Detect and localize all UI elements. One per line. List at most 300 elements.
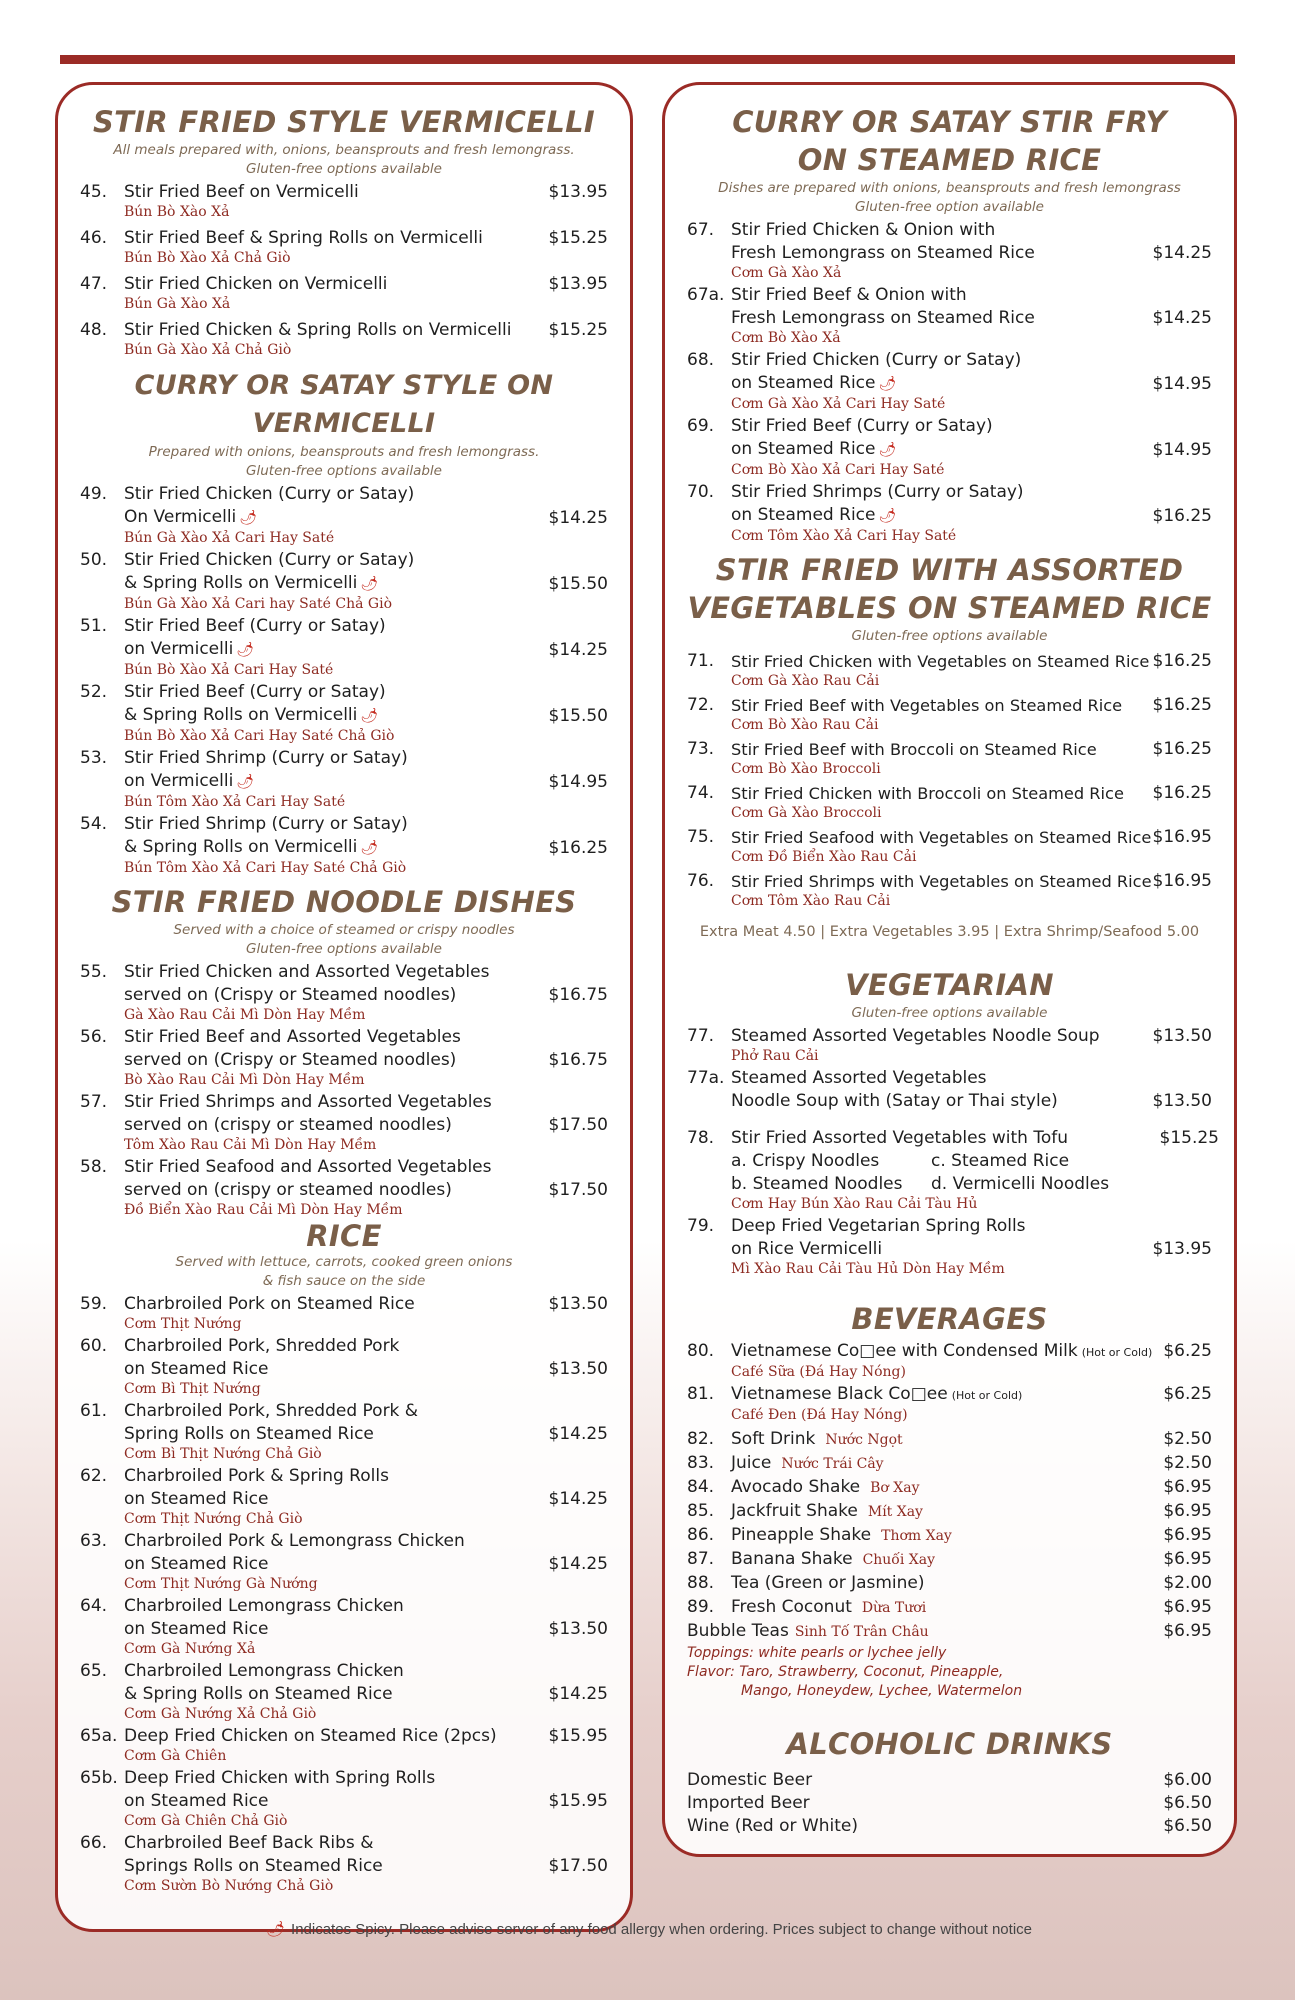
item-number: 65b. [80,1768,118,1788]
item-name: Stir Fried Shrimps and Assorted Vegetables [124,1092,492,1112]
item-vietnamese: Cơm Bò Xào Rau Cải [731,717,879,733]
item-vietnamese: Nước Ngọt [825,1432,903,1448]
item-price: $14.95 [548,772,608,792]
item-name-line2: & Spring Rolls on Vermicelli [124,705,358,725]
chili-pepper-icon: 🌶 [360,708,379,724]
item-vietnamese: Cơm Hay Bún Xào Rau Cải Tàu Hủ [731,1196,978,1212]
item-price: $15.25 [1159,1128,1219,1148]
item-name: Charbroiled Pork & Spring Rolls [124,1466,389,1486]
item-vietnamese: Chuối Xay [862,1552,936,1568]
item-name: Deep Fried Chicken on Steamed Rice (2pcs) [124,1726,497,1746]
menu-column-right [662,82,1237,1857]
menu-item [687,694,1212,734]
item-name: Stir Fried Beef and Assorted Vegetables [124,1027,461,1047]
chili-pepper-icon: 🌶 [265,1921,286,1938]
item-vietnamese: Bún Bò Xào Xả Cari Hay Saté Chả Giò [124,728,395,744]
item-price: $17.50 [548,1115,608,1135]
menu-item [687,219,1212,282]
item-name: Soft Drink [731,1429,816,1449]
item-name: Stir Fried Beef & Spring Rolls on Vermicelli [124,228,483,248]
option-d: d. Vermicelli Noodles [931,1174,1110,1194]
item-vietnamese: Bún Bò Xào Xả Chả Giò [124,250,291,266]
menu-item [687,826,1212,866]
item-vietnamese: Bún Gà Xào Xả Chả Giò [124,342,292,358]
menu-item [80,1660,608,1723]
item-vietnamese: Cơm Thịt Nướng [124,1316,242,1332]
item-number: 65a. [80,1726,118,1746]
section-title-veg-rice-line2: VEGETABLES ON STEAMED RICE [687,591,1212,625]
menu-item [687,1025,1212,1065]
item-price: $14.25 [1152,308,1212,328]
item-name: Charbroiled Pork, Shredded Pork & [124,1401,419,1421]
item-name-line2: on Vermicelli [124,771,234,791]
item-number: 82. [687,1429,715,1449]
item-name-line2: on Rice Vermicelli [731,1239,883,1259]
item-number: 61. [80,1401,108,1421]
item-name-line2: Springs Rolls on Steamed Rice [124,1856,383,1876]
item-number: 66. [80,1833,108,1853]
section-note: Gluten-free option available [855,199,1044,215]
item-name-line2: Fresh Lemongrass on Steamed Rice [731,308,1035,328]
menu-item [687,782,1212,822]
item-name-line2: served on (Crispy or Steamed noodles) [124,985,457,1005]
item-name: Steamed Assorted Vegetables Noodle Soup [731,1026,1100,1046]
menu-item [687,284,1212,347]
item-name-line2: on Steamed Rice [731,373,876,393]
item-price: $6.50 [1163,1793,1212,1813]
item-name: Charbroiled Lemongrass Chicken [124,1596,404,1616]
menu-item [80,1091,608,1154]
item-vietnamese: Tôm Xào Rau Cải Mì Dòn Hay Mềm [124,1137,377,1153]
item-name: Juice [731,1453,772,1473]
item-vietnamese: Cơm Bì Thịt Nướng Chả Giò [124,1446,322,1462]
item-name: Stir Fried Chicken (Curry or Satay) [124,484,415,504]
item-price: $14.25 [548,1684,608,1704]
section-note: Gluten-free options available [246,941,442,957]
flavor-note-line2: Mango, Honeydew, Lychee, Watermelon [741,1683,1023,1699]
option-a: a. Crispy Noodles [731,1151,880,1171]
item-number: 60. [80,1336,108,1356]
item-name-line2: & Spring Rolls on Vermicelli [124,837,358,857]
item-number: 75. [687,827,715,847]
item-number: 77. [687,1026,715,1046]
item-name-line2: & Spring Rolls on Vermicelli [124,573,358,593]
item-price: $14.25 [548,1424,608,1444]
menu-item [80,483,608,547]
beverage-item [687,1476,1212,1500]
item-vietnamese: Bún Tôm Xào Xả Cari Hay Saté Chả Giò [124,860,407,876]
item-price: $2.50 [1163,1453,1212,1473]
top-rule [60,55,1235,64]
item-name: Stir Fried Beef with Vegetables on Steamed Rice [731,696,1123,715]
item-number: 79. [687,1216,715,1236]
menu-item [687,349,1212,413]
alcohol-item [687,1792,1212,1815]
item-name: Stir Fried Beef (Curry or Satay) [124,682,386,702]
item-name: Stir Fried Beef (Curry or Satay) [731,416,993,436]
item-name-line2: on Steamed Rice [124,1359,269,1379]
item-price: $14.95 [1152,374,1212,394]
item-price: $16.25 [1152,695,1212,715]
item-name: Charbroiled Pork, Shredded Pork [124,1336,400,1356]
chili-pepper-icon: 🌶 [360,840,379,856]
item-price: $6.50 [1163,1816,1212,1836]
item-name: Stir Fried Shrimps with Vegetables on Steamed Rice [731,872,1152,891]
item-price: $16.95 [1152,871,1212,891]
item-number: 74. [687,783,715,803]
item-price: $17.50 [548,1180,608,1200]
item-name: Stir Fried Beef on Vermicelli [124,182,359,202]
beverage-item [687,1428,1212,1452]
menu-item [687,650,1212,690]
item-number: 47. [80,274,108,294]
item-name: Stir Fried Chicken & Spring Rolls on Vermicelli [124,320,512,340]
item-name-line2: on Steamed Rice [124,1489,269,1509]
item-name: Stir Fried Seafood and Assorted Vegetables [124,1157,492,1177]
item-vietnamese: Cơm Gà Xào Xả [731,265,842,281]
item-name: Deep Fried Chicken with Spring Rolls [124,1768,436,1788]
hot-cold-note: (Hot or Cold) [1081,1346,1153,1359]
section-title-vegetarian: VEGETARIAN [845,968,1054,1002]
item-name-line2: & Spring Rolls on Steamed Rice [124,1684,393,1704]
section-note: Served with lettuce, carrots, cooked green onions [175,1254,513,1270]
item-name-line2: on Steamed Rice [731,439,876,459]
item-price: $15.95 [548,1726,608,1746]
item-vietnamese: Cơm Gà Nướng Xả Chả Giò [124,1706,317,1722]
item-price: $17.50 [548,1856,608,1876]
item-price: $6.95 [1163,1597,1212,1617]
item-vietnamese: Cơm Bò Xào Broccoli [731,761,881,777]
item-vietnamese: Cơm Gà Xào Xả Cari Hay Saté [731,396,946,412]
alcohol-item [687,1769,1212,1792]
item-price: $6.95 [1163,1525,1212,1545]
item-name: Fresh Coconut [731,1597,852,1617]
item-number: 83. [687,1453,715,1473]
menu-item [80,961,608,1024]
beverage-item [687,1500,1212,1524]
item-vietnamese: Cơm Bò Xào Xả Cari Hay Saté [731,462,945,478]
menu-item [687,1067,1212,1113]
item-name: Stir Fried Beef (Curry or Satay) [124,616,386,636]
beverage-item [687,1596,1212,1620]
item-number: 48. [80,320,108,340]
item-name: Jackfruit Shake [731,1501,858,1521]
item-price: $13.50 [548,1294,608,1314]
menu-item [80,615,608,679]
item-number: 88. [687,1573,715,1593]
footer-note [0,1920,1295,1938]
item-vietnamese: Mít Xay [867,1504,923,1520]
item-vietnamese: Thơm Xay [881,1528,952,1544]
menu-item [687,870,1212,910]
menu-item [687,1340,1212,1381]
item-price: $16.75 [548,985,608,1005]
item-name: Stir Fried Chicken (Curry or Satay) [731,350,1022,370]
item-name: Charbroiled Pork on Steamed Rice [124,1294,415,1314]
item-vietnamese: Bún Tôm Xào Xả Cari Hay Saté [124,794,346,810]
item-number: 49. [80,484,108,504]
item-name-line2: on Steamed Rice [124,1791,269,1811]
item-name: Imported Beer [687,1793,810,1813]
item-vietnamese: Bún Gà Xào Xả Cari hay Saté Chả Giò [124,596,393,612]
item-number: 50. [80,550,108,570]
item-price: $13.50 [548,1619,608,1639]
chili-pepper-icon: 🌶 [878,442,897,458]
item-name: Stir Fried Shrimp (Curry or Satay) [124,814,408,834]
noodle-options [731,1150,1151,1196]
item-price: $14.25 [1152,243,1212,263]
item-vietnamese: Café Sữa (Đá Hay Nóng) [731,1364,906,1380]
menu-item [80,227,608,267]
item-name: Avocado Shake [731,1477,861,1497]
item-name-line2: served on (Crispy or Steamed noodles) [124,1050,457,1070]
item-price: $6.95 [1163,1621,1212,1641]
chili-pepper-icon: 🌶 [878,508,897,524]
chili-pepper-icon: 🌶 [239,510,258,526]
menu-item [80,1293,608,1333]
item-price: $13.50 [548,1359,608,1379]
item-number: 80. [687,1341,715,1361]
beverage-item [687,1548,1212,1572]
item-name: Stir Fried Chicken with Broccoli on Steamed Rice [731,784,1124,803]
menu-column-left [55,82,633,1932]
item-name-line2: Spring Rolls on Steamed Rice [124,1424,374,1444]
menu-item [687,1127,1219,1213]
section-title-curry-vermicelli: CURRY OR SATAY STYLE ON VERMICELLI [134,370,554,439]
item-price: $15.95 [548,1791,608,1811]
item-name: Stir Fried Beef & Onion with [731,285,967,305]
item-number: 53. [80,748,108,768]
item-number: 51. [80,616,108,636]
section-title-curry-rice-line2: ON STEAMED RICE [797,143,1102,177]
section-note: & fish sauce on the side [262,1273,426,1289]
chili-pepper-icon: 🌶 [878,376,897,392]
menu-item [80,1465,608,1528]
menu-item [80,273,608,313]
extras-note: Extra Meat 4.50 | Extra Vegetables 3.95 | Extra Shrimp/Seafood 5.00 [699,924,1200,940]
item-number: 78. [687,1128,715,1148]
item-name: Stir Fried Chicken with Vegetables on Steamed Rice [731,652,1150,671]
item-price: $14.95 [1152,440,1212,460]
section-title-alcohol: ALCOHOLIC DRINKS [786,1727,1113,1761]
item-vietnamese: Bơ Xay [870,1480,920,1496]
item-price: $14.25 [548,640,608,660]
item-vietnamese: Sinh Tố Trân Châu [794,1624,929,1640]
item-vietnamese: Café Đen (Đá Hay Nóng) [731,1407,908,1423]
item-name: Steamed Assorted Vegetables [731,1068,987,1088]
item-price: $2.50 [1163,1429,1212,1449]
item-vietnamese: Bún Bò Xào Xả Cari Hay Saté [124,662,334,678]
item-number: 63. [80,1531,108,1551]
menu-item [80,1530,608,1593]
menu-item [80,1026,608,1089]
item-price: $13.95 [1152,1239,1212,1259]
item-price: $6.95 [1163,1477,1212,1497]
menu-item [80,1156,608,1219]
section-title-curry-rice: CURRY OR SATAY STIR FRY [732,105,1167,139]
item-number: 81. [687,1384,715,1404]
menu-item [80,319,608,359]
item-vietnamese: Dừa Tươi [861,1600,927,1616]
item-name: Stir Fried Beef with Broccoli on Steamed Rice [731,740,1097,759]
item-number: 64. [80,1596,108,1616]
item-number: 59. [80,1294,108,1314]
item-name: Banana Shake [731,1549,853,1569]
item-name: Stir Fried Shrimps (Curry or Satay) [731,482,1024,502]
item-price: $6.00 [1163,1770,1212,1790]
menu-item [687,1383,1212,1424]
item-name: Stir Fried Shrimp (Curry or Satay) [124,748,408,768]
item-name-line2: served on (crispy or steamed noodles) [124,1180,452,1200]
item-price: $15.50 [548,574,608,594]
item-name: Wine (Red or White) [687,1816,858,1836]
item-price: $14.25 [548,1489,608,1509]
item-vietnamese: Gà Xào Rau Cải Mì Dòn Hay Mềm [124,1007,366,1023]
item-number: 45. [80,182,108,202]
item-price: $13.50 [1152,1026,1212,1046]
item-number: 72. [687,695,715,715]
item-vietnamese: Cơm Gà Xào Rau Cải [731,673,880,689]
item-price: $14.25 [548,508,608,528]
item-vietnamese: Cơm Bì Thịt Nướng [124,1381,261,1397]
item-number: 70. [687,482,715,502]
item-vietnamese: Bò Xào Rau Cải Mì Dòn Hay Mềm [124,1072,365,1088]
item-name-line2: on Vermicelli [124,639,234,659]
item-vietnamese: Đồ Biển Xào Rau Cải Mì Dòn Hay Mềm [124,1202,403,1218]
hot-cold-note: (Hot or Cold) [951,1389,1023,1402]
item-price: $13.95 [548,274,608,294]
chili-pepper-icon: 🌶 [360,576,379,592]
menu-item [80,1400,608,1463]
item-price: $15.25 [548,228,608,248]
item-price: $6.95 [1163,1549,1212,1569]
item-number: 68. [687,350,715,370]
item-vietnamese: Nước Trái Cây [781,1456,884,1472]
item-vietnamese: Cơm Gà Chiên Chả Giò [124,1813,288,1829]
menu-item [80,1832,608,1895]
item-number: 67. [687,220,715,240]
beverage-item [687,1524,1212,1548]
section-note: Prepared with onions, beansprouts and fresh lemongrass. [148,444,540,460]
beverage-item [687,1452,1212,1476]
section-note: Dishes are prepared with onions, beansprouts and fresh lemongrass [718,180,1181,196]
item-vietnamese: Cơm Sườn Bò Nướng Chả Giò [124,1878,334,1894]
item-price: $6.95 [1163,1501,1212,1521]
item-price: $13.95 [548,182,608,202]
item-name-line2: on Steamed Rice [124,1619,269,1639]
item-vietnamese: Bún Bò Xào Xả [124,204,230,220]
menu-item [80,1595,608,1658]
item-number: 65. [80,1661,108,1681]
item-price: $2.00 [1163,1573,1212,1593]
item-vietnamese: Cơm Thịt Nướng Gà Nướng [124,1576,318,1592]
item-number: 46. [80,228,108,248]
item-name: Stir Fried Seafood with Vegetables on Steamed Rice [731,828,1152,847]
item-vietnamese: Mì Xào Rau Cải Tàu Hủ Dòn Hay Mềm [731,1261,1005,1277]
menu-item [80,747,608,811]
item-vietnamese: Cơm Đồ Biển Xào Rau Cải [731,849,917,865]
item-vietnamese: Bún Gà Xào Xả Cari Hay Saté [124,530,335,546]
item-vietnamese: Cơm Tôm Xào Rau Cải [731,893,891,909]
item-price: $6.25 [1163,1384,1212,1404]
item-vietnamese: Phở Rau Cải [731,1048,819,1064]
item-name: Vietnamese Black Co□ee [731,1384,948,1404]
item-name: Pineapple Shake [731,1525,872,1545]
item-vietnamese: Bún Gà Xào Xả [124,296,231,312]
item-name: Stir Fried Chicken (Curry or Satay) [124,550,415,570]
section-title-beverages: BEVERAGES [851,1302,1048,1336]
menu-item [80,1725,608,1765]
item-number: 67a. [687,285,725,305]
item-number: 86. [687,1525,715,1545]
item-vietnamese: Cơm Tôm Xào Xả Cari Hay Saté [731,528,957,544]
item-name: Charbroiled Beef Back Ribs & [124,1833,374,1853]
item-price: $15.25 [548,320,608,340]
menu-item [80,681,608,745]
menu-item [80,1335,608,1398]
toppings-note: Toppings: white pearls or lychee jelly [687,1645,947,1661]
item-number: 55. [80,962,108,982]
item-name: Charbroiled Pork & Lemongrass Chicken [124,1531,465,1551]
item-name-line2: on Steamed Rice [731,505,876,525]
item-number: 87. [687,1549,715,1569]
menu-item [687,1215,1212,1278]
item-number: 69. [687,416,715,436]
item-number: 52. [80,682,108,702]
item-price: $16.75 [548,1050,608,1070]
section-note: Gluten-free options available [851,1005,1048,1021]
item-number: 58. [80,1157,108,1177]
section-title-noodles: STIR FRIED NOODLE DISHES [111,885,577,919]
chili-pepper-icon: 🌶 [236,642,255,658]
item-name: Deep Fried Vegetarian Spring Rolls [731,1216,1026,1236]
item-vietnamese: Cơm Bò Xào Xả [731,330,841,346]
item-number: 56. [80,1027,108,1047]
item-number: 76. [687,871,715,891]
item-price: $16.25 [1152,739,1212,759]
item-number: 73. [687,739,715,759]
section-note: Gluten-free options available [851,628,1048,644]
menu-item [80,549,608,613]
option-b: b. Steamed Noodles [731,1174,903,1194]
menu-item [80,1767,608,1830]
item-name-line2: On Vermicelli [124,507,237,527]
menu-item [80,813,608,877]
item-vietnamese: Cơm Thịt Nướng Chả Giò [124,1511,303,1527]
item-price: $16.25 [1152,651,1212,671]
item-price: $15.50 [548,706,608,726]
section-title-rice: RICE [306,1219,382,1253]
item-name-line2: on Steamed Rice [124,1554,269,1574]
section-title-veg-rice: STIR FRIED WITH ASSORTED [715,553,1184,587]
item-price: $16.25 [548,838,608,858]
section-note: Gluten-free options available [246,463,442,479]
chili-pepper-icon: 🌶 [236,774,255,790]
item-name: Tea (Green or Jasmine) [731,1573,925,1593]
item-number: 57. [80,1092,108,1112]
item-vietnamese: Cơm Gà Xào Broccoli [731,805,882,821]
item-vietnamese: Cơm Gà Chiên [124,1748,227,1764]
item-name-line2: served on (crispy or steamed noodles) [124,1115,452,1135]
item-name: Domestic Beer [687,1770,813,1790]
item-name: Stir Fried Chicken & Onion with [731,220,996,240]
section-note: Served with a choice of steamed or crispy noodles [173,922,515,938]
item-price: $14.25 [548,1554,608,1574]
item-number: 77a. [687,1068,725,1088]
section-note: Gluten-free options available [246,161,442,177]
section-title-vermicelli: STIR FRIED STYLE VERMICELLI [92,105,596,139]
item-name: Stir Fried Chicken on Vermicelli [124,274,388,294]
